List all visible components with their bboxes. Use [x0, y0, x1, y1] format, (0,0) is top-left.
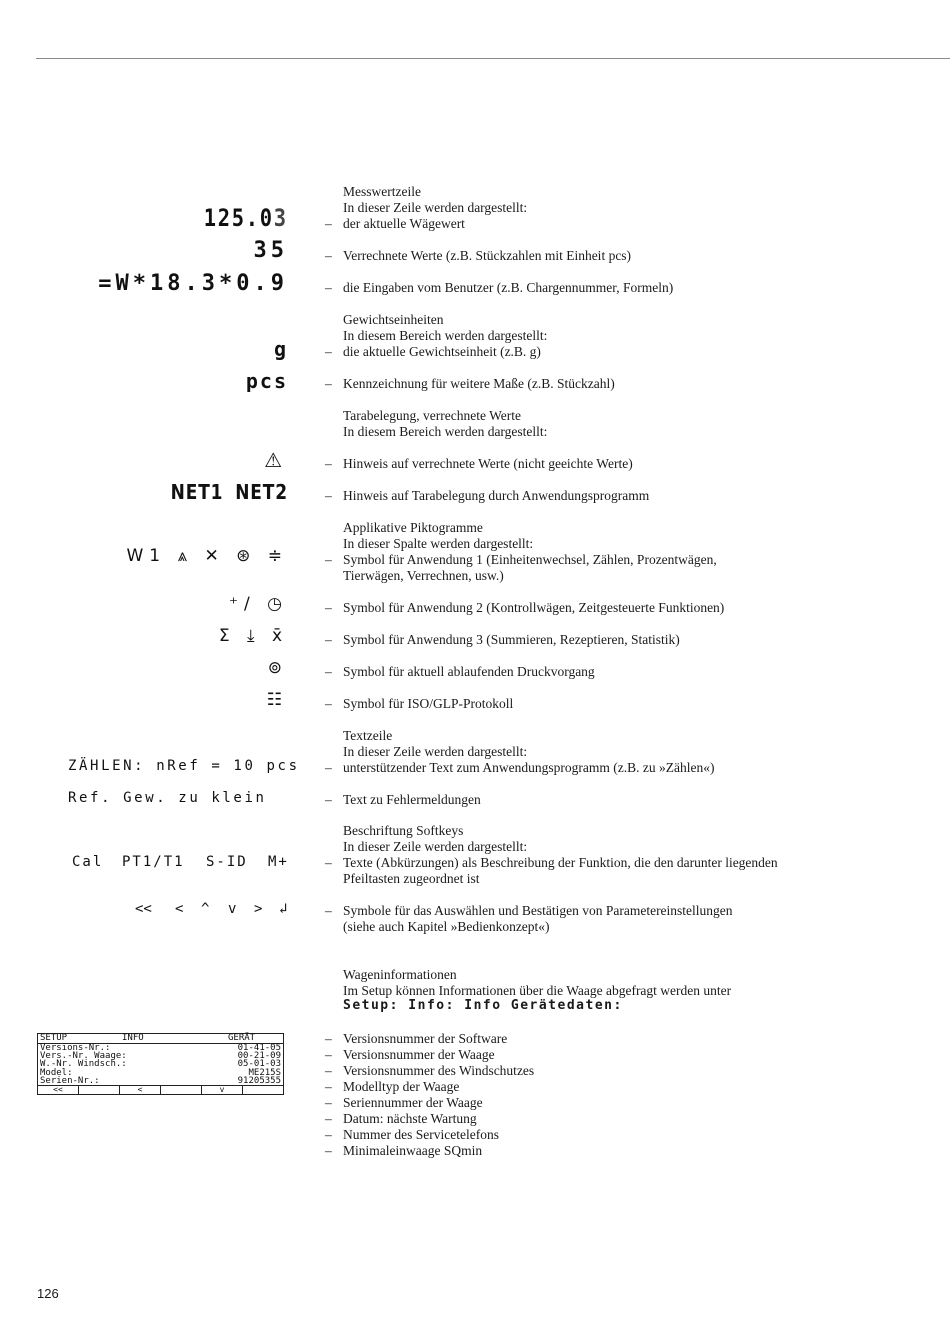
enter-icon: ↲ — [279, 901, 288, 917]
lcd-key-down: v — [202, 1086, 243, 1094]
app3-pictograms-icon: Σ ⤓ x̄ — [218, 626, 288, 646]
lcd-softkeys — [38, 1085, 283, 1094]
bullet-dash: – — [325, 1031, 332, 1046]
bullet-dash: – — [325, 280, 332, 295]
messwert-item-3: die Eingaben vom Benutzer (z.B. Chargennummer, Formeln) — [343, 280, 674, 295]
lcd-row-value: ME215S — [248, 1067, 281, 1078]
text-line-error: Ref. Gew. zu klein — [68, 790, 267, 806]
net2-label: NET2 — [235, 480, 288, 504]
unit-g-display: g — [273, 337, 288, 361]
info-item: Minimaleinwaage SQmin — [343, 1143, 483, 1158]
info-item: Datum: nächste Wartung — [343, 1111, 477, 1126]
bullet-dash: – — [325, 600, 332, 615]
bullet-dash: – — [325, 1111, 332, 1126]
text-item-1: unterstützender Text zum Anwendungsprogramm (z.B. zu »Zählen«) — [343, 760, 715, 775]
lcd-row-value: 91205355 — [237, 1076, 281, 1087]
soft-title: Beschriftung Softkeys — [343, 823, 464, 838]
lcd-key-empty — [161, 1086, 202, 1094]
up-icon: ^ — [201, 901, 210, 917]
lcd-key-left: < — [120, 1086, 161, 1094]
bullet-dash: – — [325, 760, 332, 775]
bullet-dash: – — [325, 216, 332, 231]
lcd-header-geraet: GERÄT — [228, 1033, 256, 1043]
text-item-2: Text zu Fehlermeldungen — [343, 792, 481, 807]
softkey-sid: S-ID — [206, 854, 248, 870]
softkey-pt1: PT1/T1 — [122, 854, 185, 870]
lcd-header-info: INFO — [122, 1033, 144, 1043]
app2-pictograms-icon: ⁺∕ ◷ — [229, 594, 288, 614]
bullet-dash: – — [325, 855, 332, 870]
lcd-row-label: Model: — [40, 1067, 73, 1078]
info-item: Modelltyp der Waage — [343, 1079, 460, 1094]
gewicht-title: Gewichtseinheiten — [343, 312, 444, 327]
weight-value: 125.0 — [204, 204, 275, 232]
info-item: Seriennummer der Waage — [343, 1095, 483, 1110]
unit-pcs-display: pcs — [245, 369, 288, 393]
text-line-counting: ZÄHLEN: nRef = 10 pcs — [68, 758, 300, 774]
tara-title: Tarabelegung, verrechnete Werte — [343, 408, 521, 423]
info-item: Versionsnummer des Windschutzes — [343, 1063, 535, 1078]
messwert-item-2: Verrechnete Werte (z.B. Stückzahlen mit Einheit pcs) — [343, 248, 632, 263]
left-icon: < — [175, 901, 184, 917]
page-number: 126 — [37, 1286, 59, 1301]
bullet-dash: – — [325, 552, 332, 567]
gewicht-item-2: Kennzeichnung für weitere Maße (z.B. Stückzahl) — [343, 376, 615, 391]
bullet-dash: – — [325, 664, 332, 679]
computed-value-display: 35 — [253, 238, 288, 263]
picto-intro: In dieser Spalte werden dargestellt: — [343, 536, 534, 551]
soft-item-1a: Texte (Abkürzungen) als Beschreibung der Funktion, die den darunter liegenden — [343, 855, 778, 870]
bullet-dash: – — [325, 903, 332, 918]
info-item: Versionsnummer der Software — [343, 1031, 508, 1046]
messwert-intro: In dieser Zeile werden dargestellt: — [343, 200, 528, 215]
info-path: Setup: Info: Info Gerätedaten: — [343, 998, 623, 1013]
down-icon: v — [228, 901, 237, 917]
bullet-dash: – — [325, 1143, 332, 1158]
right-icon: > — [254, 901, 263, 917]
lcd-row-value: 05-01-03 — [237, 1059, 281, 1070]
messwert-item-1: der aktuelle Wägewert — [343, 216, 465, 231]
gewicht-item-1: die aktuelle Gewichtseinheit (z.B. g) — [343, 344, 541, 359]
lcd-key-empty — [243, 1086, 283, 1094]
picto-item-2: Symbol für Anwendung 2 (Kontrollwägen, Zeitgesteuerte Funktionen) — [343, 600, 725, 615]
tara-intro: In diesem Bereich werden dargestellt: — [343, 424, 548, 439]
soft-item-1b: Pfeiltasten zugeordnet ist — [343, 871, 480, 886]
bullet-dash: – — [325, 488, 332, 503]
lcd-key-empty — [79, 1086, 120, 1094]
app1-pictograms-icon: W1 ⩓ ✕ ⊛ ≑ — [126, 546, 288, 566]
bullet-dash: – — [325, 1127, 332, 1142]
top-rule — [36, 58, 950, 59]
bullet-dash: – — [325, 376, 332, 391]
info-item: Nummer des Servicetelefons — [343, 1127, 499, 1142]
tara-item-1: Hinweis auf verrechnete Werte (nicht geeichte Werte) — [343, 456, 633, 471]
lcd-row — [38, 1060, 283, 1068]
glp-protocol-icon: ☷ — [266, 690, 288, 710]
net-display — [171, 481, 288, 503]
lcd-key-double-left: << — [38, 1086, 79, 1094]
bullet-dash: – — [325, 456, 332, 471]
picto-item-1a: Symbol für Anwendung 1 (Einheitenwechsel, Zählen, Prozentwägen, — [343, 552, 717, 567]
warning-icon: ⚠ — [264, 448, 288, 472]
bullet-dash: – — [325, 1063, 332, 1078]
bullet-dash: – — [325, 696, 332, 711]
lcd-header-setup: SETUP — [40, 1033, 68, 1043]
bullet-dash: – — [325, 248, 332, 263]
bullet-dash: – — [325, 1095, 332, 1110]
info-title: Wageninformationen — [343, 967, 457, 982]
lcd-row-label: Serien-Nr.: — [40, 1076, 100, 1087]
picto-item-5: Symbol für ISO/GLP-Protokoll — [343, 696, 514, 711]
lcd-row-value: 00-21-09 — [237, 1050, 281, 1061]
lcd-row-label: Vers.-Nr. Waage: — [40, 1050, 127, 1061]
picto-item-1b: Tierwägen, Verrechnen, usw.) — [343, 568, 504, 583]
info-intro: Im Setup können Informationen über die Waage abgefragt werden unter — [343, 983, 732, 998]
picto-item-3: Symbol für Anwendung 3 (Summieren, Rezeptieren, Statistik) — [343, 632, 680, 647]
bullet-dash: – — [325, 344, 332, 359]
info-item: Versionsnummer der Waage — [343, 1047, 495, 1062]
print-icon: ⊚ — [267, 658, 288, 678]
bullet-dash: – — [325, 1079, 332, 1094]
double-left-icon: << — [135, 901, 152, 917]
soft-intro: In dieser Zeile werden dargestellt: — [343, 839, 528, 854]
tara-item-2: Hinweis auf Tarabelegung durch Anwendungsprogramm — [343, 488, 650, 503]
bullet-dash: – — [325, 1047, 332, 1062]
lcd-row-label: W.-Nr. Windsch.: — [40, 1059, 127, 1070]
weight-last-digit: 3 — [274, 204, 288, 232]
setup-info-screen — [37, 1033, 284, 1095]
lcd-row-value: 01-41-05 — [237, 1042, 281, 1053]
softkey-mplus: M+ — [268, 854, 289, 870]
picto-item-4: Symbol für aktuell ablaufenden Druckvorgang — [343, 664, 595, 679]
softkey-cal: Cal — [72, 854, 104, 870]
picto-title: Applikative Piktogramme — [343, 520, 483, 535]
text-intro: In dieser Zeile werden dargestellt: — [343, 744, 528, 759]
messwert-title: Messwertzeile — [343, 184, 421, 199]
bullet-dash: – — [325, 792, 332, 807]
net1-label: NET1 — [170, 480, 224, 504]
lcd-row-label: Versions-Nr.: — [40, 1042, 111, 1053]
formula-display: =W*18.3*0.9 — [98, 271, 288, 296]
weight-value-display — [204, 206, 288, 230]
text-title: Textzeile — [343, 728, 393, 743]
soft-item-2a: Symbole für das Auswählen und Bestätigen von Parametereinstellungen — [343, 903, 733, 918]
gewicht-intro: In diesem Bereich werden dargestellt: — [343, 328, 548, 343]
bullet-dash: – — [325, 632, 332, 647]
soft-item-2b: (siehe auch Kapitel »Bedienkonzept«) — [343, 919, 550, 934]
